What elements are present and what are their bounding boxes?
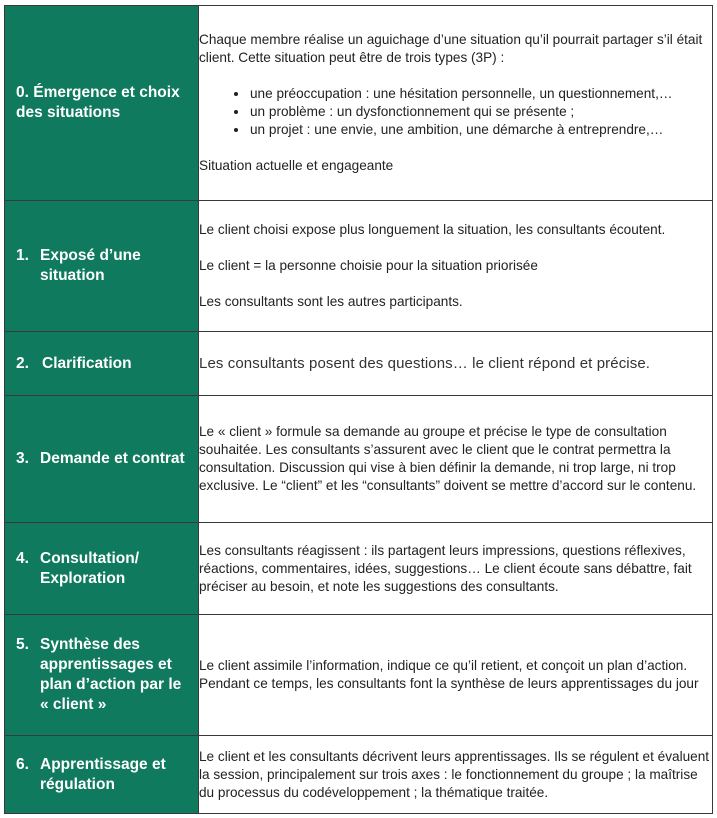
- step-label-cell: [5, 736, 199, 814]
- list-item: • un problème : un dysfonctionnement qui se présente ;: [249, 103, 712, 121]
- step-description-paragraph: Les consultants sont les autres participants.: [199, 294, 463, 309]
- step-label-cell: [5, 332, 199, 396]
- step-description-outro: Situation actuelle et engageante: [199, 158, 394, 173]
- step-number: 0.: [16, 84, 29, 101]
- list-item: • un projet : une envie, une ambition, une démarche à entreprendre,…: [249, 121, 712, 139]
- step-title: [5, 755, 198, 795]
- step-description-cell: [199, 615, 713, 736]
- step-title-text: Exposé d’une situation: [40, 247, 141, 284]
- table-row: [5, 523, 713, 615]
- step-number: 3.: [16, 450, 29, 467]
- step-description-cell: [199, 736, 713, 814]
- step-label-cell: [5, 6, 199, 201]
- step-title: [5, 449, 198, 469]
- step-description-intro: Chaque membre réalise un aguichage d’une situation qu’il pourrait partager s’il était client. Cette situation peut être de trois types (3P) :: [199, 32, 703, 65]
- table-row: [5, 201, 713, 332]
- step-title-text: Clarification: [42, 354, 132, 372]
- table-row: [5, 615, 713, 736]
- table-row: [5, 736, 713, 814]
- step-description-paragraph: Le client choisi expose plus longuement la situation, les consultants écoutent.: [199, 222, 666, 237]
- step-description: Le client assimile l’information, indique ce qu’il retient, et conçoit un plan d’action. Pendant ce temps, les consultants font la synthèse de leurs apprentissages du jour: [199, 658, 699, 691]
- step-title: [5, 83, 198, 123]
- table-row: [5, 6, 713, 201]
- step-label-cell: [5, 396, 199, 523]
- step-description-paragraph: Le client = la personne choisie pour la situation priorisée: [199, 258, 538, 273]
- step-title-text: Consultation/ Exploration: [40, 549, 140, 587]
- step-title-text: Apprentissage et régulation: [40, 755, 166, 793]
- step-description-cell: [199, 6, 713, 201]
- step-description-cell: [199, 201, 713, 332]
- step-title-text: Demande et contrat: [40, 450, 185, 467]
- step-number: 4.: [16, 549, 29, 567]
- step-title: [5, 354, 198, 374]
- codevelopment-steps-table: [4, 5, 713, 814]
- step-number: 2.: [16, 354, 29, 372]
- situation-types-list: [199, 85, 712, 139]
- step-description: Les consultants réagissent : ils partagent leurs impressions, questions réflexives, réactions, commentaires, idées, suggestions… Le client écoute sans débattre, fait préciser au besoin, et note les suggestions des consultants.: [199, 542, 692, 594]
- step-label-cell: [5, 523, 199, 615]
- table-row: [5, 332, 713, 396]
- step-description: Les consultants posent des questions… le client répond et précise.: [199, 354, 651, 372]
- step-title-text: Émergence et choix des situations: [16, 84, 180, 121]
- step-description-cell: [199, 523, 713, 615]
- step-description-cell: [199, 332, 713, 396]
- step-label-cell: [5, 201, 199, 332]
- step-label-cell: [5, 615, 199, 736]
- step-title: [5, 635, 198, 715]
- step-number: 5.: [16, 636, 29, 653]
- step-number: 6.: [16, 755, 29, 773]
- step-description: Le client et les consultants décrivent leurs apprentissages. Ils se régulent et évaluent la session, principalement sur trois axes : le fonctionnement du groupe ; la maîtrise du processus du codéveloppement ; la thématique traitée.: [199, 748, 710, 800]
- step-title: [5, 246, 198, 286]
- step-title-text: Synthèse des apprentissages et plan d’action par le « client »: [40, 636, 182, 713]
- step-description: Le « client » formule sa demande au groupe et précise le type de consultation souhaitée. Les consultants s’assurent avec le client que le contrat permettra la consultation. Discussion qui vise à bien définir la demande, ni trop large, ni trop exclusive. Le “client” et les “consultants” doivent se mettre d’accord sur le contenu.: [199, 424, 697, 493]
- step-description-cell: [199, 396, 713, 523]
- step-title: [5, 549, 198, 589]
- list-item: • une préoccupation : une hésitation personnelle, un questionnement,…: [249, 85, 712, 103]
- table-row: [5, 396, 713, 523]
- step-number: 1.: [16, 247, 29, 264]
